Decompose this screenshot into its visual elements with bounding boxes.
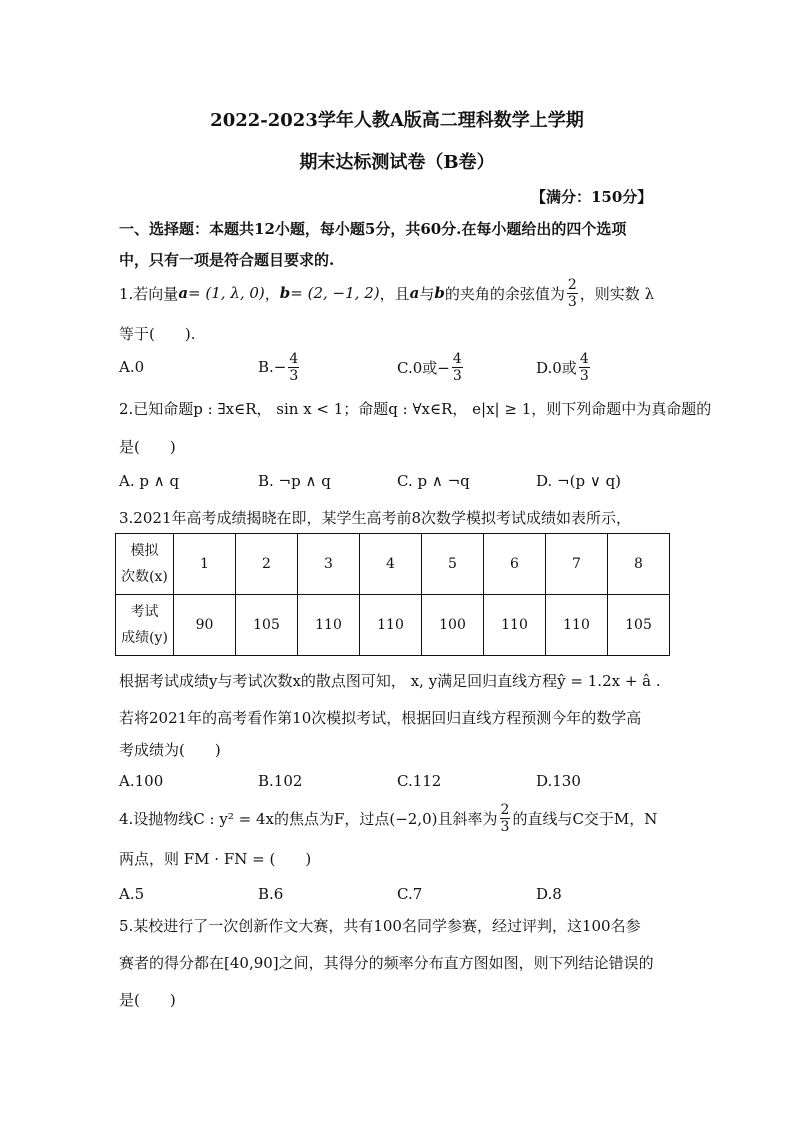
q4-stem-b: 的直线与C交于M，N bbox=[512, 809, 658, 828]
table-cell: 1 bbox=[174, 534, 236, 595]
q2-option-d: D. ¬(p ∨ q) bbox=[536, 472, 622, 490]
q1-vec-a: a bbox=[178, 284, 189, 302]
table-cell: 5 bbox=[422, 534, 484, 595]
table-cell: 110 bbox=[360, 595, 422, 656]
score-table bbox=[115, 533, 670, 656]
q3-option-d: D.130 bbox=[536, 772, 581, 790]
table-row-y bbox=[116, 595, 670, 656]
q4-option-d: D.8 bbox=[536, 885, 562, 903]
q2-line2: 是( ) bbox=[119, 438, 176, 456]
q2-option-b: B. ¬p ∧ q bbox=[258, 472, 331, 490]
q4-option-a: A.5 bbox=[119, 885, 145, 903]
table-cell: 105 bbox=[236, 595, 298, 656]
q1-frac-den: 3 bbox=[567, 293, 577, 310]
q4-stem-a: 4.设抛物线C : y² = 4x的焦点为F，过点(−2,0)且斜率为 bbox=[119, 809, 498, 828]
table-cell: 2 bbox=[236, 534, 298, 595]
q1-option-b-den: 3 bbox=[289, 367, 299, 384]
table-header-x-b: 次数(x) bbox=[121, 569, 168, 585]
table-cell: 110 bbox=[546, 595, 608, 656]
q1-vec-b: b bbox=[279, 284, 291, 302]
q1-stem-a: 1.若向量 bbox=[119, 284, 179, 303]
q4-frac-den: 3 bbox=[500, 818, 510, 835]
q1-option-c-num: 4 bbox=[452, 350, 462, 367]
q3-line1: 3.2021年高考成绩揭晓在即，某学生高考前8次数学模拟考试成绩如表所示， bbox=[119, 509, 632, 527]
table-cell: 3 bbox=[298, 534, 360, 595]
q2-option-a: A. p ∧ q bbox=[119, 472, 180, 490]
table-header-x-a: 模拟 bbox=[130, 543, 159, 559]
q1-vec-b-val: = (2, −1, 2) bbox=[290, 284, 380, 302]
q4-fraction bbox=[500, 802, 511, 835]
q1-option-d-den: 3 bbox=[579, 367, 589, 384]
table-cell: 7 bbox=[546, 534, 608, 595]
table-cell: 8 bbox=[608, 534, 670, 595]
table-header-x bbox=[116, 534, 174, 595]
table-header-y bbox=[116, 595, 174, 656]
q1-option-d-num: 4 bbox=[579, 350, 589, 367]
q3-line2: 根据考试成绩y与考试次数x的散点图可知， x, y满足回归直线方程ŷ = 1.2x + â . bbox=[119, 672, 661, 690]
full-score: 【满分：150分】 bbox=[531, 188, 653, 206]
table-cell: 105 bbox=[608, 595, 670, 656]
q4-line2: 两点，则 FM · FN = ( ) bbox=[119, 850, 312, 868]
table-header-y-b: 成绩(y) bbox=[121, 630, 168, 646]
q1-stem-c: 的夹角的余弦值为 bbox=[444, 284, 565, 303]
q1-option-c-den: 3 bbox=[452, 367, 462, 384]
q4-option-c: C.7 bbox=[397, 885, 423, 903]
q1-vec-b-2: b bbox=[434, 284, 445, 302]
q1-option-c-label: C.0或− bbox=[397, 358, 450, 377]
q1-frac-num: 2 bbox=[567, 276, 577, 293]
q3-option-b: B.102 bbox=[258, 772, 303, 790]
table-cell: 110 bbox=[298, 595, 360, 656]
q1-stem-d: ，则实数 λ bbox=[579, 284, 655, 303]
q3-line4: 考成绩为( ) bbox=[119, 741, 221, 759]
q1-option-d bbox=[536, 350, 592, 384]
table-cell: 90 bbox=[174, 595, 236, 656]
section1-line2: 中，只有一项是符合题目要求的. bbox=[119, 251, 335, 269]
q2-line1: 2.已知命题p : ∃x∈R， sin x < 1；命题q : ∀x∈R， e|x| ≥ 1，则下列命题中为真命题的 bbox=[119, 400, 712, 418]
q1-option-b-label: B.− bbox=[258, 358, 287, 376]
q1-sep: ， bbox=[264, 284, 280, 303]
table-cell: 6 bbox=[484, 534, 546, 595]
q1-option-d-label: D.0或 bbox=[536, 358, 577, 377]
table-row-x bbox=[116, 534, 670, 595]
q4-stem bbox=[119, 800, 657, 836]
q1-stem-b: ，且 bbox=[379, 284, 410, 303]
q1-option-c-frac bbox=[452, 351, 463, 384]
q3-line3: 若将2021年的高考看作第10次模拟考试，根据回归直线方程预测今年的数学高 bbox=[119, 709, 642, 727]
q4-frac-num: 2 bbox=[500, 801, 510, 818]
q1-and: 与 bbox=[419, 284, 435, 303]
q3-option-a: A.100 bbox=[119, 772, 164, 790]
q5-line3: 是( ) bbox=[119, 991, 176, 1009]
q2-option-c: C. p ∧ ¬q bbox=[397, 472, 470, 490]
q1-line2: 等于( ). bbox=[119, 325, 196, 343]
q5-line1: 5.某校进行了一次创新作文大赛，共有100名同学参赛，经过评判，这100名参 bbox=[119, 917, 641, 935]
q4-option-b: B.6 bbox=[258, 885, 284, 903]
q1-stem bbox=[119, 278, 654, 308]
q1-vec-a-val: = (1, λ, 0) bbox=[188, 284, 265, 302]
table-header-y-a: 考试 bbox=[130, 604, 159, 620]
q1-option-d-frac bbox=[579, 351, 590, 384]
q1-option-c bbox=[397, 350, 465, 384]
q1-fraction bbox=[567, 277, 578, 310]
q1-option-b-frac bbox=[288, 351, 299, 384]
table-cell: 110 bbox=[484, 595, 546, 656]
q5-line2: 赛者的得分都在[40,90]之间，其得分的频率分布直方图如图，则下列结论错误的 bbox=[119, 954, 654, 972]
table-cell: 4 bbox=[360, 534, 422, 595]
section1-line1: 一、选择题：本题共12小题，每小题5分，共60分.在每小题给出的四个选项 bbox=[119, 220, 627, 238]
q1-option-b-num: 4 bbox=[289, 350, 299, 367]
table-cell: 100 bbox=[422, 595, 484, 656]
q1-option-b bbox=[258, 350, 301, 384]
exam-title-line1: 2022-2023学年人教A版高二理科数学上学期 bbox=[210, 110, 584, 131]
q3-option-c: C.112 bbox=[397, 772, 442, 790]
q1-vec-a-2: a bbox=[409, 284, 420, 302]
q1-option-a: A.0 bbox=[119, 358, 145, 376]
exam-title-line2: 期末达标测试卷（B卷） bbox=[299, 152, 495, 173]
